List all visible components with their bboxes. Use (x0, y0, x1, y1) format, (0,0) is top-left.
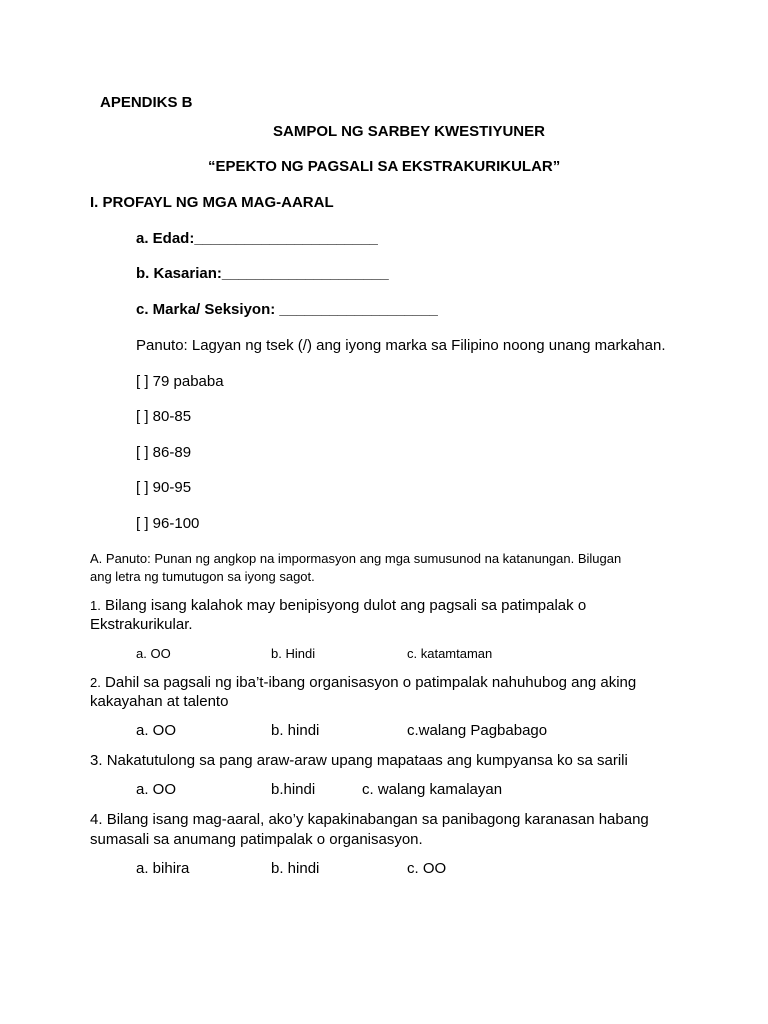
choice-a: a. bihira (136, 860, 190, 877)
question-number: 2. (90, 675, 101, 690)
document-subtitle: “EPEKTO NG PAGSALI SA EKSTRAKURIKULAR” (208, 158, 561, 175)
section-heading-profile: I. PROFAYL NG MGA MAG-AARAL (90, 194, 334, 211)
choice-c: c.walang Pagbabago (407, 722, 548, 739)
question-text: Dahil sa pagsali ng iba’t-ibang organisasyon o patimpalak nahuhubog ang aking (105, 674, 637, 691)
grade-option: [ ] 80-85 (136, 408, 192, 425)
question-3 (90, 752, 628, 770)
choice-a: a. OO (136, 722, 177, 739)
grade-option: [ ] 96-100 (136, 515, 200, 532)
question-number: 1. (90, 598, 101, 613)
choice-a: a. OO (136, 781, 177, 798)
question-1 (90, 597, 586, 615)
field-grade-section: c. Marka/ Seksiyon: ___________________ (136, 301, 438, 318)
grade-option: [ ] 79 pababa (136, 373, 224, 390)
grade-option: [ ] 86-89 (136, 444, 192, 461)
choice-b: b. hindi (271, 722, 320, 739)
question-number: 4. (90, 811, 103, 828)
section-a-instruction-cont: ang letra ng tumutugon sa iyong sagot. (90, 569, 315, 584)
field-sex: b. Kasarian:____________________ (136, 265, 389, 282)
choice-b: b. Hindi (271, 646, 316, 661)
section-a-instruction: A. Panuto: Punan ng angkop na impormasyon ang mga sumusunod na katanungan. Bilugan (90, 551, 622, 566)
grade-instruction: Panuto: Lagyan ng tsek (/) ang iyong marka sa Filipino noong unang markahan. (136, 337, 666, 354)
choice-b: b. hindi (271, 860, 320, 877)
question-4-cont: sumasali sa anumang patimpalak o organisasyon. (90, 831, 423, 848)
question-2-cont: kakayahan at talento (90, 693, 229, 710)
choice-c: c. OO (407, 860, 447, 877)
field-age: a. Edad:______________________ (136, 230, 378, 247)
appendix-label: APENDIKS B (100, 94, 193, 111)
question-2 (90, 674, 636, 692)
question-number: 3. (90, 752, 103, 769)
question-4 (90, 811, 649, 829)
question-1-cont: Ekstrakurikular. (90, 616, 193, 633)
grade-option: [ ] 90-95 (136, 479, 192, 496)
choice-c: c. walang kamalayan (362, 781, 503, 798)
choice-b: b.hindi (271, 781, 316, 798)
question-text: Nakatutulong sa pang araw-araw upang mapataas ang kumpyansa ko sa sarili (106, 752, 628, 769)
question-text: Bilang isang mag-aaral, ako’y kapakinabangan sa panibagong karanasan habang (106, 811, 649, 828)
document-title: SAMPOL NG SARBEY KWESTIYUNER (273, 123, 545, 140)
choice-c: c. katamtaman (407, 646, 493, 661)
question-text: Bilang isang kalahok may benipisyong dulot ang pagsali sa patimpalak o (105, 597, 587, 614)
choice-a: a. OO (136, 646, 171, 661)
